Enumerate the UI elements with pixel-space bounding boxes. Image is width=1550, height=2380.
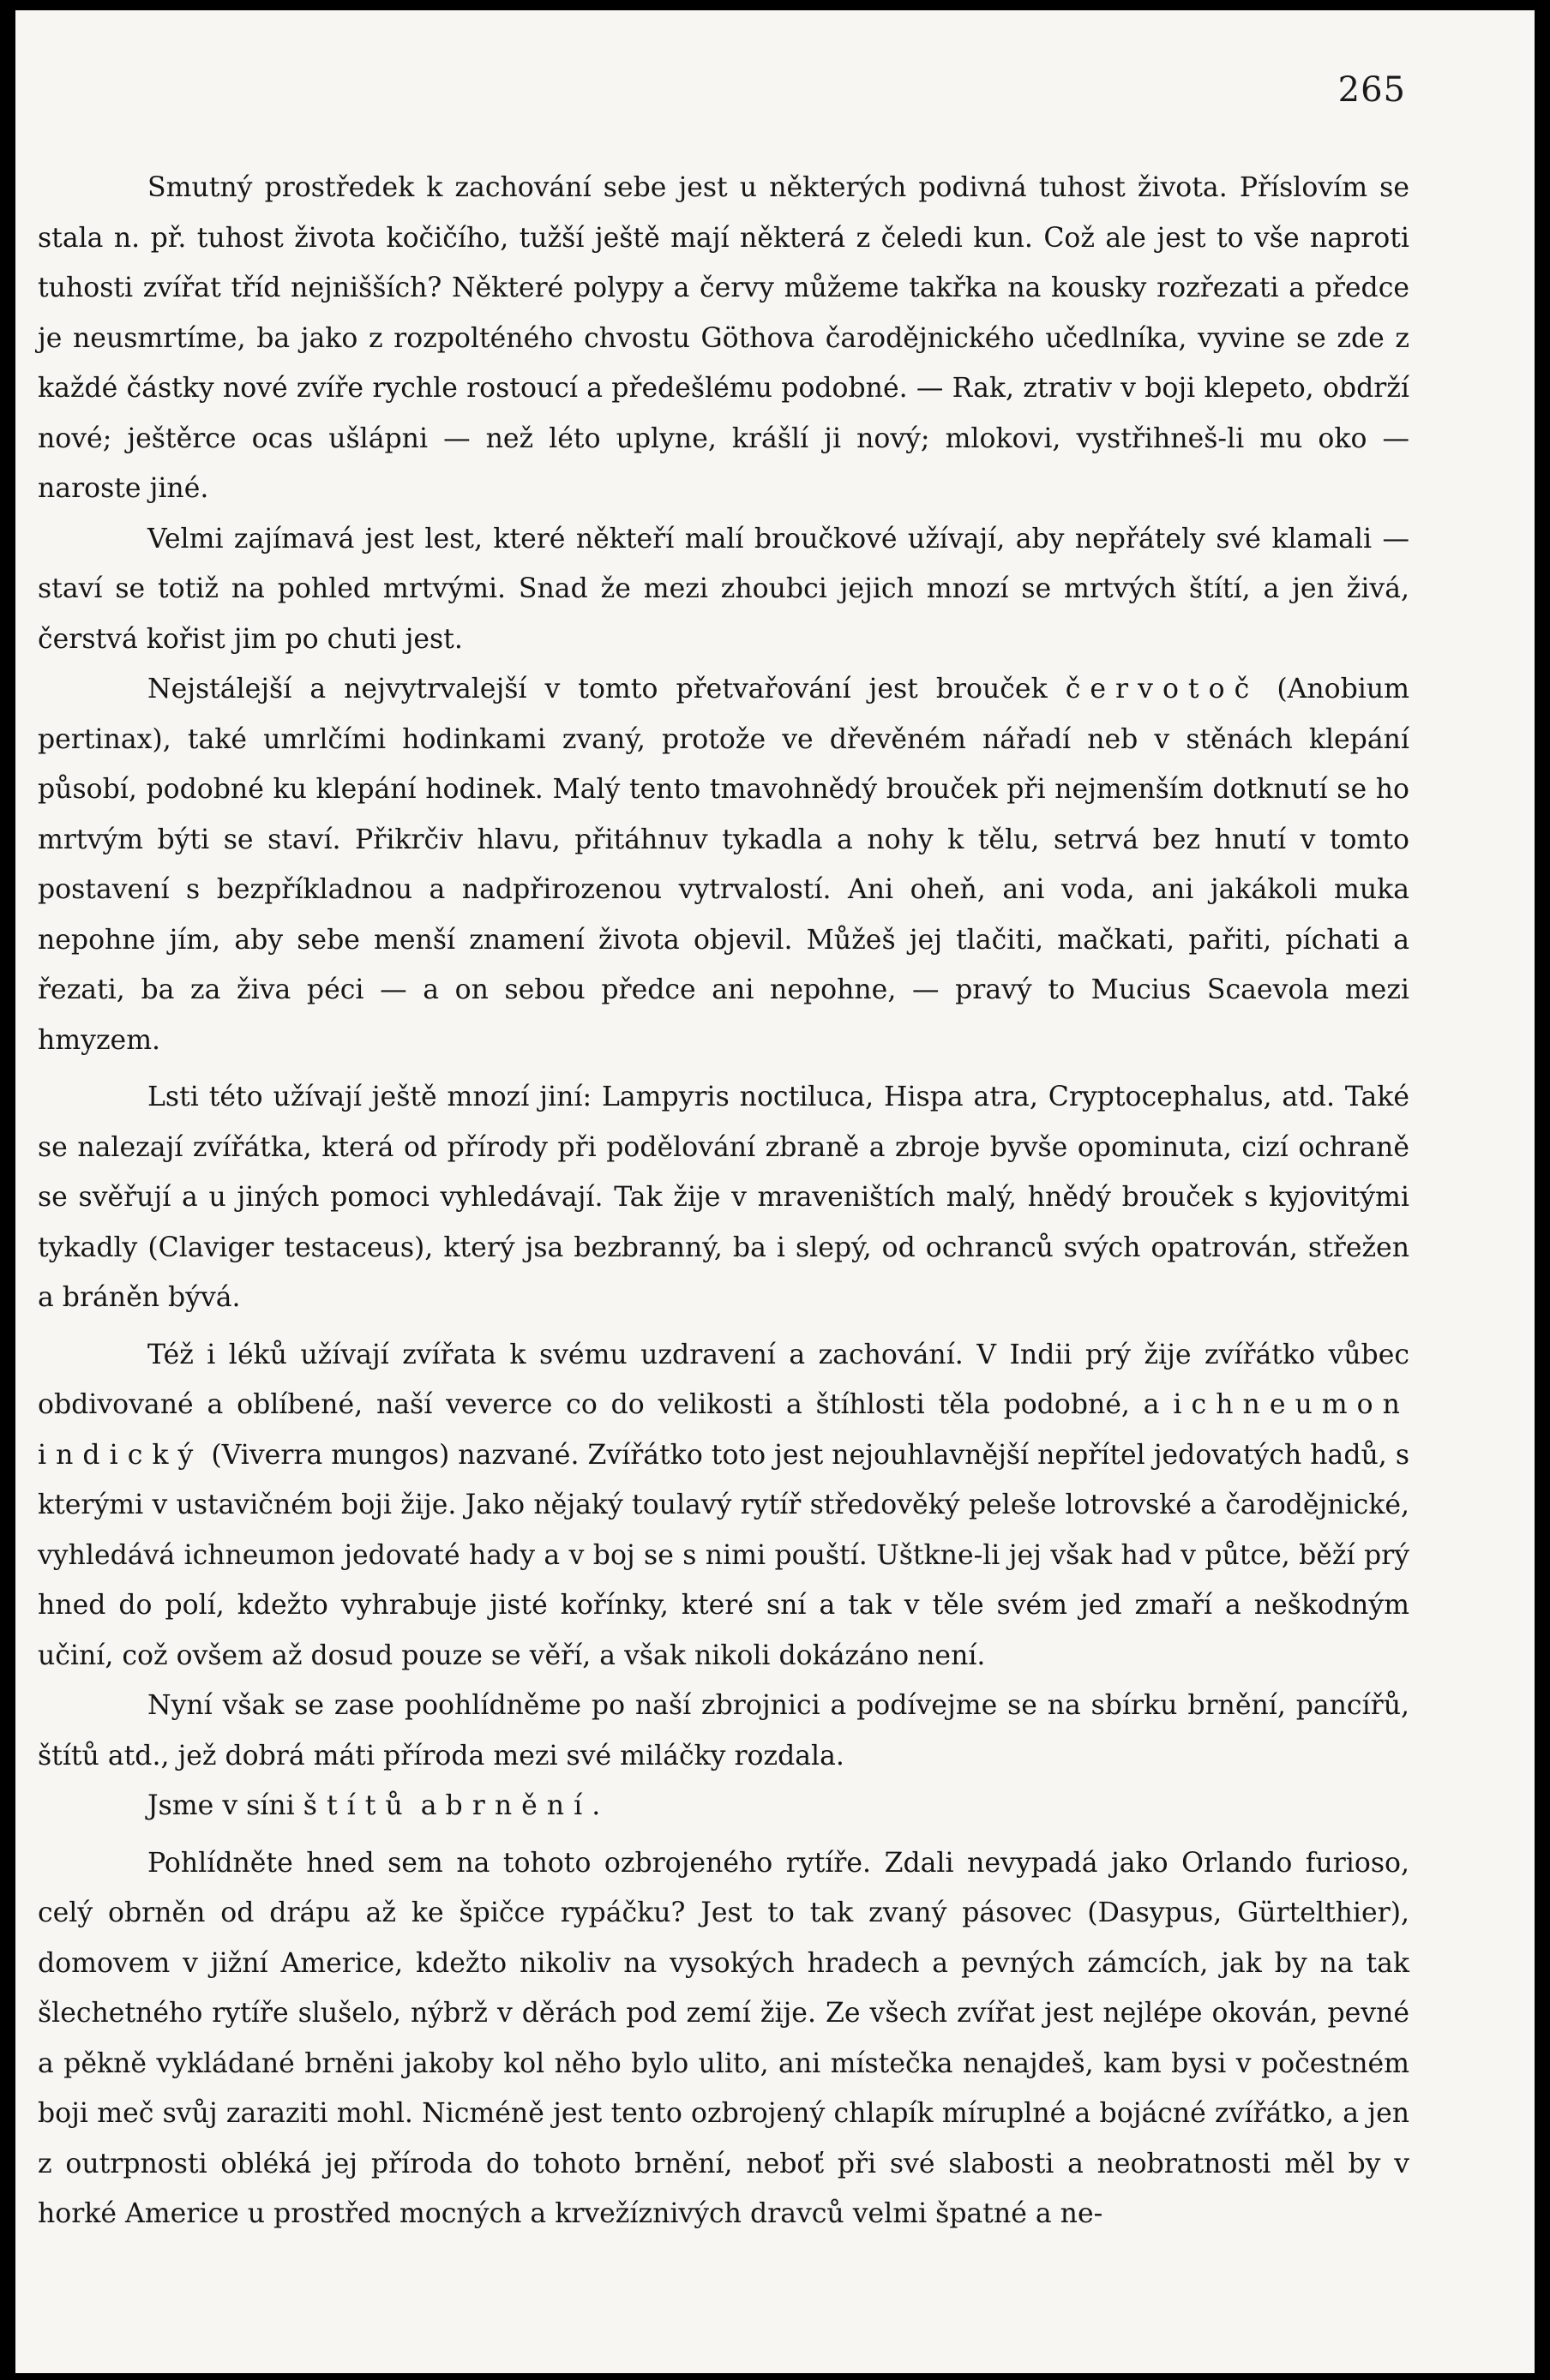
paragraph-7 — [38, 1781, 1409, 1831]
text-run: Nyní však se zase poohlídněme po naší zbrojnici a podívejme se na sbírku brnění, pancířů, štítů atd., jež dobrá máti příroda mezi své miláčky rozdala. — [38, 1690, 1409, 1772]
spaced-emphasis: štítů — [303, 1790, 412, 1821]
paragraph-8 — [38, 1838, 1409, 2239]
text-run: (Anobium pertinax), také umrlčími hodinkami zvaný, protože ve dřevěném nářadí neb v stěnách klepání působí, podobné ku klepání hodinek. Malý tento tmavohnědý brouček při nejmenším dotknutí se ho mrtvým býti se staví. Přikrčiv hlavu, přitáhnuv tykadla a nohy k tělu, setrvá bez hnutí v tomto postavení s bezpříkladnou a nadpřirozenou vytrvalostí. Ani oheň, ani voda, ani jakákoli muka nepohne jím, aby sebe menší znamení života objevil. Můžeš jej tlačiti, mačkati, pařiti, píchati a řezati, ba za živa péci — a on sebou předce ani nepohne, — pravý to Mucius Scaevola mezi hmyzem. — [38, 674, 1410, 1056]
book-page — [15, 10, 1535, 2373]
text-run: a — [412, 1790, 446, 1821]
paragraph-gap — [38, 1065, 1409, 1072]
paragraph-3 — [38, 664, 1409, 1065]
text-run: Smutný prostředek k zachování sebe jest u některých podivná tuhost života. Příslovím se stala n. př. tuhost života kočičího, tužší ještě mají některá z čeledi kun. Což ale jest to vše naproti tuhosti zvířat tříd nejnišších? Některé polypy a červy můžeme takřka na kousky rozřezati a předce je neusmrtíme, ba jako z rozpolténého chvostu Göthova čarodějnického učedlníka, vyvine se zde z každé částky nové zvíře rychle rostoucí a předešlému podobné. — Rak, ztrativ v boji klepeto, obdrží nové; ještěrce ocas ušlápni — než léto uplyne, krášlí ji nový; mlokovi, vystřihneš-li mu oko — naroste jiné. — [38, 172, 1409, 504]
text-run: Nejstálejší a nejvytrvalejší v tomto přetvařování jest brouček — [147, 674, 1066, 704]
text-run: Velmi zajímavá jest lest, které někteří malí broučkové užívají, aby nepřátely své klamali — staví se totiž na pohled mrtvými. Snad že mezi zhoubci jejich mnozí se mrtvých štítí, a jen živá, čerstvá kořist jim po chuti jest. — [38, 523, 1409, 655]
text-run: Jsme v síni — [147, 1790, 303, 1821]
text-run: Též i léků užívají zvířata k svému uzdravení a zachování. V Indii prý žije zvířátko vůbec obdivované a oblíbené, naší veverce co do velikosti a štíhlosti těla podobné, a — [38, 1339, 1409, 1420]
paragraph-gap — [38, 1323, 1409, 1330]
body-text — [38, 163, 1409, 2239]
text-run: Lsti této užívají ještě mnozí jiní: Lampyris noctiluca, Hispa atra, Cryptocephalus, atd. Také se nalezají zvířátka, která od přírody při podělování zbraně a zbroje byvše opominuta, cizí ochraně se svěřují a u jiných pomoci vyhledávají. Tak žije v mraveništích malý, hnědý brouček s kyjovitými tykadly (Claviger testaceus), který jsa bezbranný, ba i slepý, od ochranců svých opatrován, střežen a bráněn bývá. — [38, 1082, 1409, 1313]
paragraph-4 — [38, 1072, 1409, 1323]
page-number: 265 — [1337, 70, 1406, 110]
paragraph-1 — [38, 163, 1409, 514]
spaced-emphasis: brnění — [445, 1790, 592, 1821]
text-run: (Viverra mungos) nazvané. Zvířátko toto jest nejouhlavnější nepřítel jedovatých hadů, s kterými v ustavičném boji žije. Jako nějaký toulavý rytíř středověký peleše lotrovské a čarodějnické, vyhledává ichneumon jedovaté hady a v boj se s nimi pouští. Uštkne-li jej však had v půtce, běží prý hned do polí, kdežto vyhrabuje jisté kořínky, které sní a tak v těle svém jed zmaří a neškodným učiní, což ovšem až dosud pouze se věří, a však nikoli dokázáno není. — [38, 1439, 1409, 1671]
paragraph-6 — [38, 1681, 1409, 1781]
paragraph-2 — [38, 514, 1409, 665]
text-run: Pohlídněte hned sem na tohoto ozbrojeného rytíře. Zdali nevypadá jako Orlando furioso, celý obrněn od drápu až ke špičce rypáčku? Jest to tak zvaný pásovec (Dasypus, Gürtelthier), domovem v jižní Americe, kdežto nikoliv na vysokých hradech a pevných zámcích, jak by na tak šlechetného rytíře slušelo, nýbrž v děrách pod zemí žije. Ze všech zvířat jest nejlépe okován, pevné a pěkně vykládané brněni jakoby kol něho bylo ulito, ani místečka nenajdeš, kam bysi v počestném boji meč svůj zaraziti mohl. Nicméně jest tento ozbrojený chlapík míruplné a bojácné zvířátko, a jen z outrpnosti obléká jej příroda do tohoto brnění, neboť při své slabosti a neobratnosti měl by v horké Americe u prostřed mocných a krvežíznivých dravců velmi špatné a ne- — [38, 1847, 1409, 2229]
paragraph-gap — [38, 1831, 1409, 1838]
spaced-emphasis: červotoč — [1065, 674, 1259, 704]
text-run: . — [592, 1790, 601, 1821]
paragraph-5 — [38, 1330, 1409, 1682]
spaced-emphasis: ichneumon indický — [38, 1389, 1409, 1471]
